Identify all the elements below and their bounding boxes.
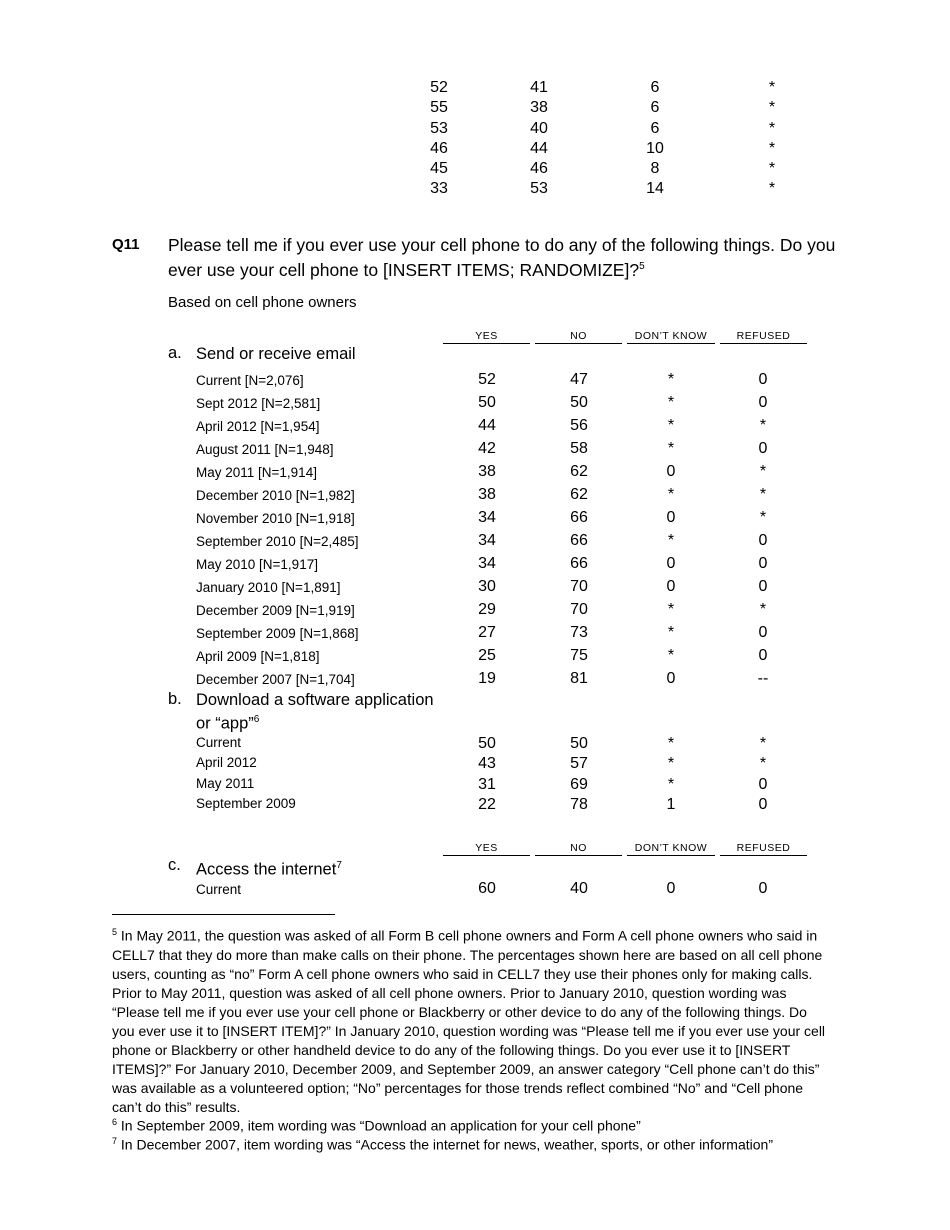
footnote-ref: 7: [336, 860, 342, 871]
item-letter: b.: [168, 690, 182, 708]
footnote-5: $^5$ In May 2011, the question was asked of all Form B cell phone owners and Form A cell phone owners who said in CELL7 that they do more than make calls on their phone. The percentages shown here are based on all cell phone users, counting as “no” Form A cell phone owners who said in CELL7 they use their phones only for making calls. Prior to May 2011, question was asked of all cell phone owners. Prior to January 2010, question wording was “Please tell me if you ever use your cell phone or Blackberry or other device to do any of the following things. Do you ever use it to [INSERT ITEM]?” In January 2010, question wording was “Please tell me if you ever use your cell phone or Blackberry or other handheld device to do any of the following things. Do you ever use it to [INSERT ITEMS]?” For January 2010, December 2009, and September 2009, an answer category “Cell phone can’t do this” was available as a volunteered option; “No” percentages for those trends reflect combined “No” and “Cell phone can’t do this” results.: [112, 927, 826, 1115]
footnote-divider: [112, 914, 335, 915]
header-no: NO: [535, 330, 622, 344]
question-number: Q11: [112, 236, 140, 253]
footnote-ref: 5: [639, 261, 645, 272]
header-yes: YES: [443, 842, 530, 856]
footnote-6: $^6$ In September 2009, item wording was “Download an application for your cell phone”: [112, 1117, 641, 1134]
item-title: Send or receive email: [196, 345, 356, 363]
item-letter: a.: [168, 344, 182, 362]
footnote-ref: 6: [253, 714, 260, 725]
header-yes: YES: [443, 330, 530, 344]
header-refused: REFUSED: [720, 330, 807, 344]
header-refused: REFUSED: [720, 842, 807, 856]
header-dont-know: DON’T KNOW: [627, 842, 715, 856]
item-title: Access the internet$^7$: [196, 860, 342, 879]
base-note: Based on cell phone owners: [168, 294, 357, 311]
header-dont-know: DON’T KNOW: [627, 330, 715, 344]
item-letter: c.: [168, 856, 181, 874]
header-no: NO: [535, 842, 622, 856]
item-title: Download a software application or “app”$^6$: [196, 691, 434, 733]
footnote-7: $^7$ In December 2007, item wording was “Access the internet for news, weather, sports, or other information”: [112, 1136, 773, 1153]
question-text: Please tell me if you ever use your cell phone to do any of the following things. Do you ever use your cell phone to [INSERT ITEMS; RANDOMIZE]?$^5$: [168, 235, 836, 280]
